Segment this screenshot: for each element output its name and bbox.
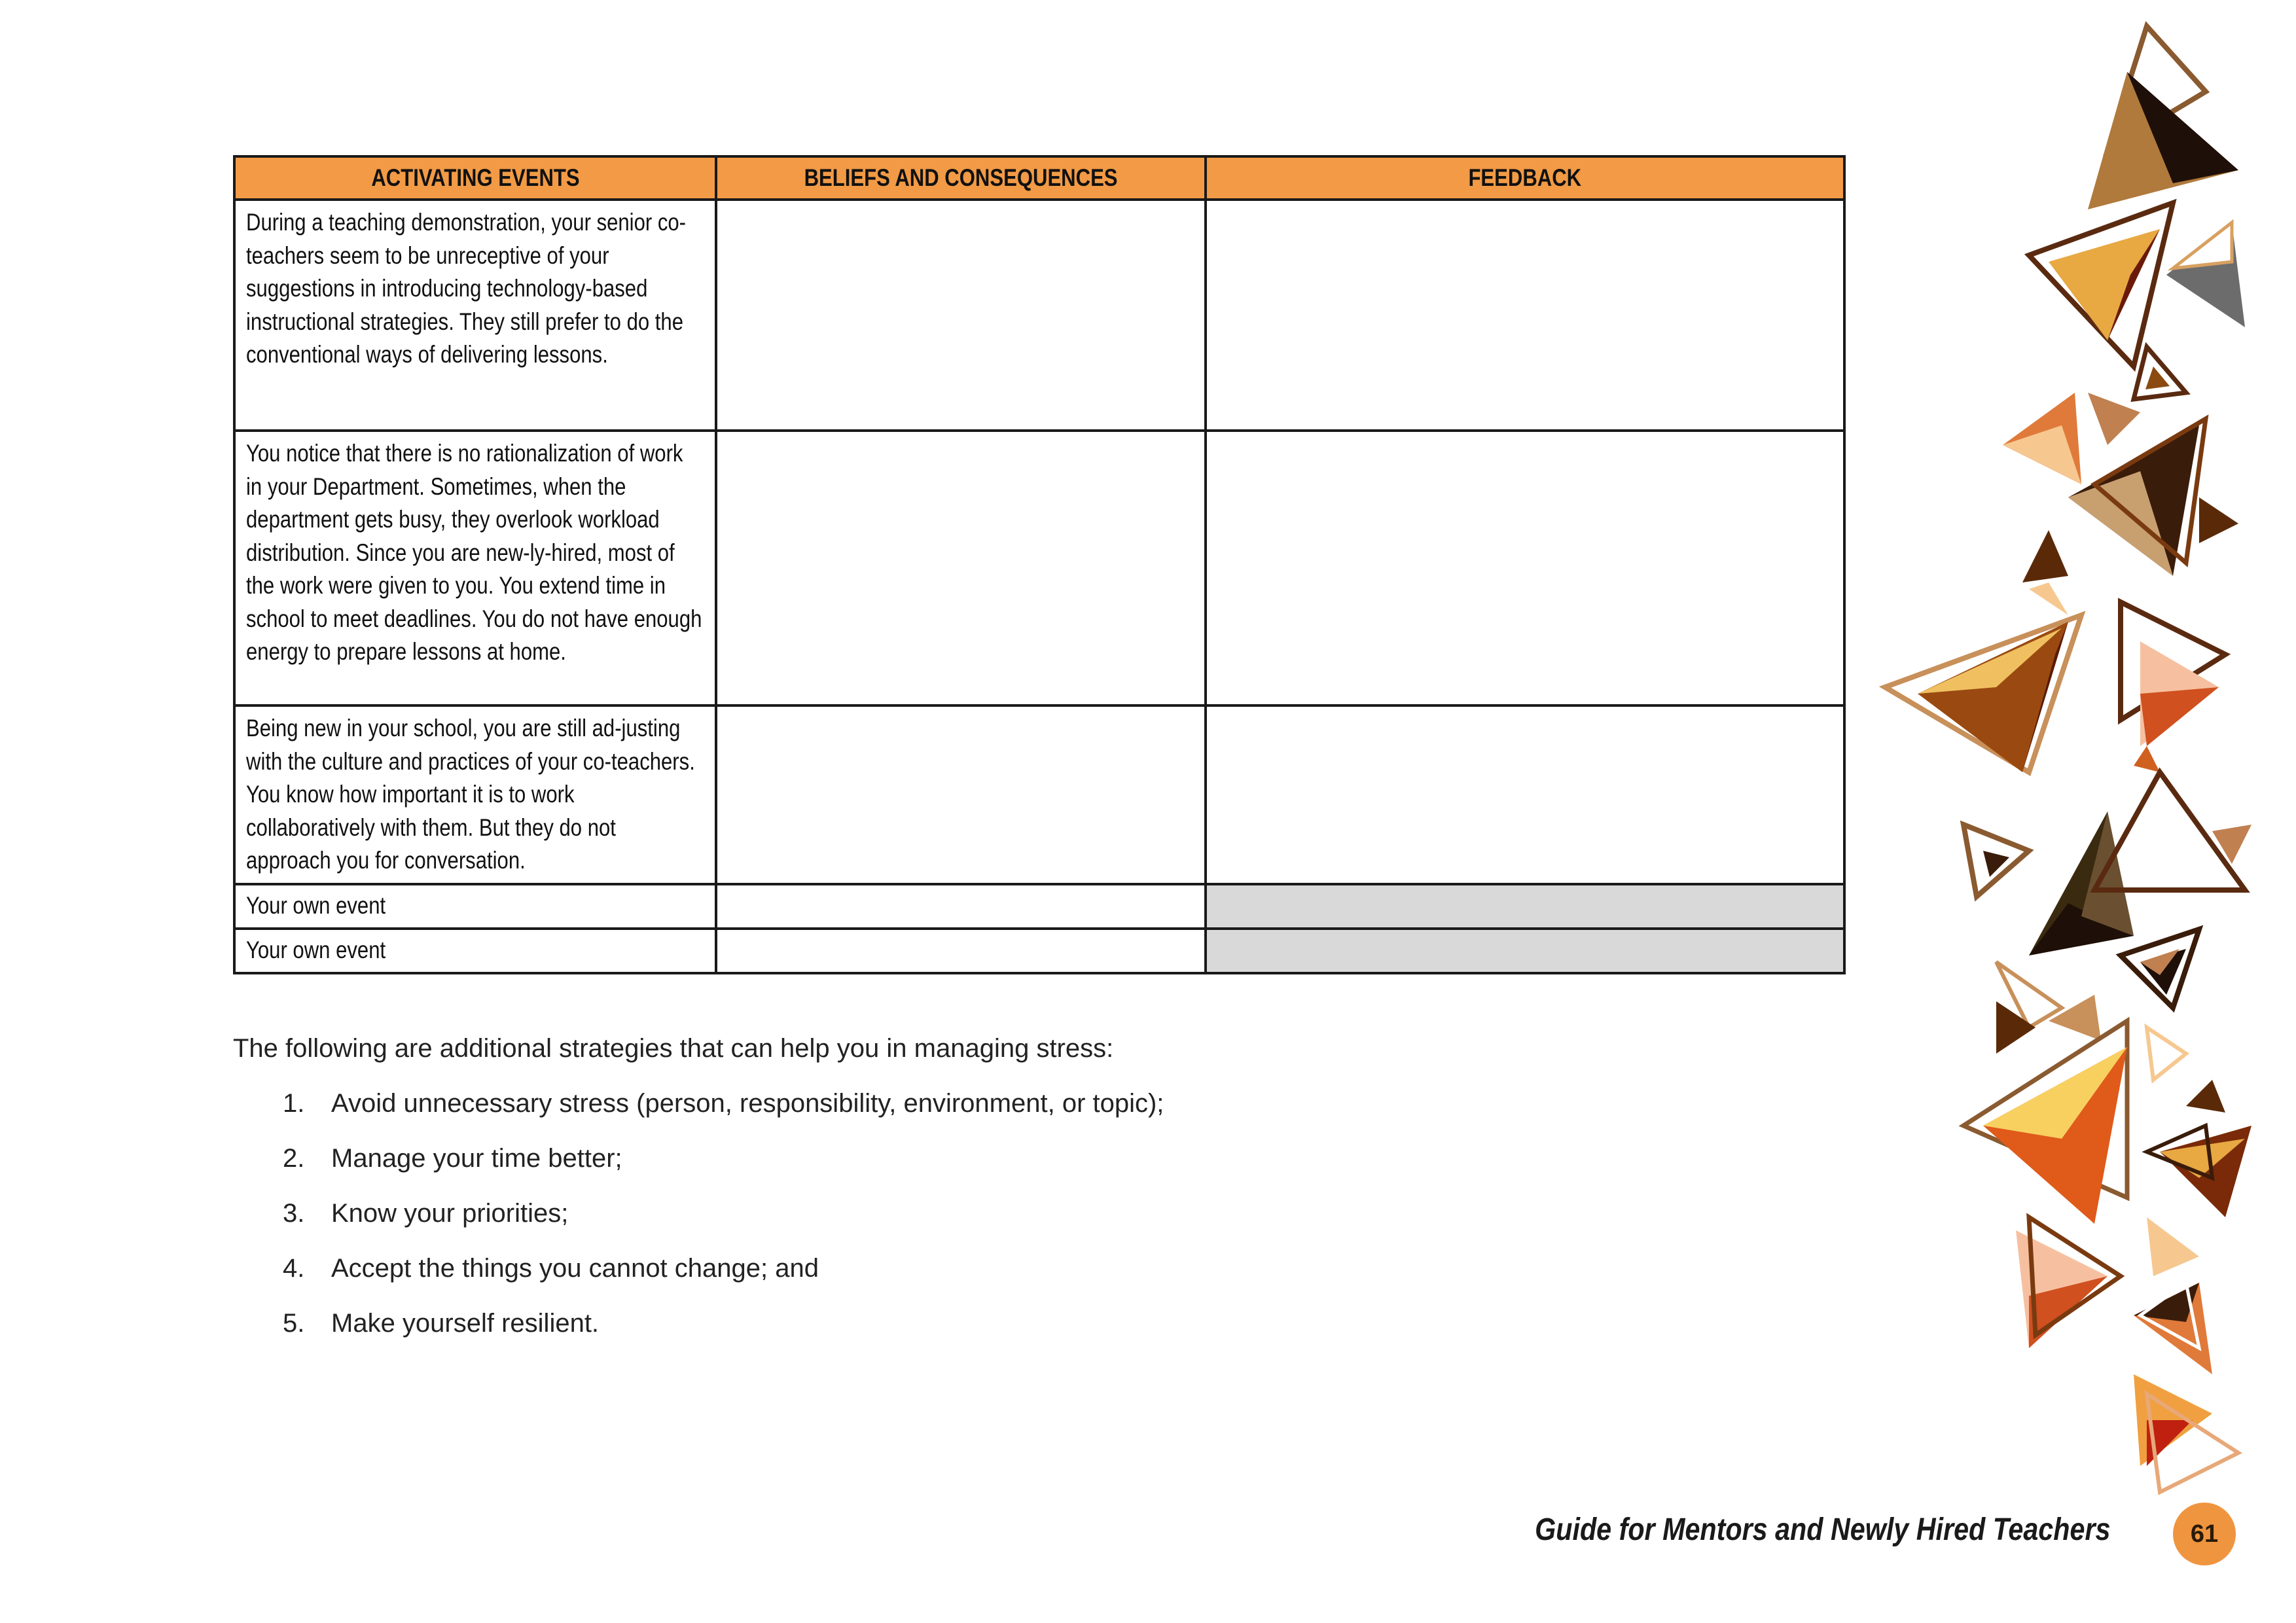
feedback-cell[interactable] — [1206, 200, 1844, 431]
beliefs-cell[interactable] — [716, 431, 1206, 705]
activating-events-worksheet — [233, 155, 1846, 974]
page-number-badge: 61 — [2173, 1503, 2236, 1565]
list-number: 2. — [283, 1144, 305, 1173]
header-beliefs-consequences: BELIEFS AND CONSEQUENCES — [716, 156, 1206, 200]
table-row — [234, 705, 1844, 884]
beliefs-cell[interactable] — [716, 200, 1206, 431]
list-number: 5. — [283, 1309, 305, 1338]
footer-guide-title: Guide for Mentors and Newly Hired Teachers — [1534, 1512, 2110, 1547]
feedback-cell[interactable] — [1206, 431, 1844, 705]
event-cell: You notice that there is no rationalization of work in your Department. Sometimes, when the department gets busy, they overlook workload distribution. Since you are new-ly-hired, most of the work were given to you. You extend time in school to meet deadlines. You do not have enough energy to prepare lessons at home. — [234, 431, 716, 705]
header-activating-events: ACTIVATING EVENTS — [234, 156, 716, 200]
list-number: 4. — [283, 1254, 305, 1283]
header-feedback: FEEDBACK — [1206, 156, 1844, 200]
list-text: Make yourself resilient. — [331, 1309, 600, 1338]
list-text: Manage your time better; — [331, 1144, 622, 1173]
event-cell[interactable]: Your own event — [234, 884, 716, 929]
triangle-cluster — [1885, 26, 2251, 1492]
event-cell[interactable]: Your own event — [234, 929, 716, 973]
list-text: Accept the things you cannot change; and — [331, 1254, 819, 1283]
beliefs-cell[interactable] — [716, 884, 1206, 929]
event-cell: During a teaching demonstration, your senior co-teachers seem to be unreceptive of your suggestions in introducing technology-based instructional strategies. They still prefer to do the conventional ways of delivering lessons. — [234, 200, 716, 431]
beliefs-cell[interactable] — [716, 705, 1206, 884]
list-number: 1. — [283, 1089, 305, 1118]
event-cell: Being new in your school, you are still ad-justing with the culture and practices of your co-teachers. You know how important it is to work collaboratively with them. But they do not approach you for conversation. — [234, 705, 716, 884]
strategies-intro: The following are additional strategies that can help you in managing stress: — [233, 1034, 1114, 1063]
table-header-row — [234, 156, 1844, 200]
list-text: Avoid unnecessary stress (person, responsibility, environment, or topic); — [331, 1089, 1164, 1118]
feedback-cell-shaded — [1206, 884, 1844, 929]
table-row — [234, 884, 1844, 929]
feedback-cell[interactable] — [1206, 705, 1844, 884]
list-text: Know your priorities; — [331, 1199, 569, 1228]
feedback-cell-shaded — [1206, 929, 1844, 973]
table-row — [234, 431, 1844, 705]
list-number: 3. — [283, 1199, 305, 1228]
decorative-triangles — [1833, 0, 2296, 1505]
table-row — [234, 929, 1844, 973]
beliefs-cell[interactable] — [716, 929, 1206, 973]
table-row — [234, 200, 1844, 431]
